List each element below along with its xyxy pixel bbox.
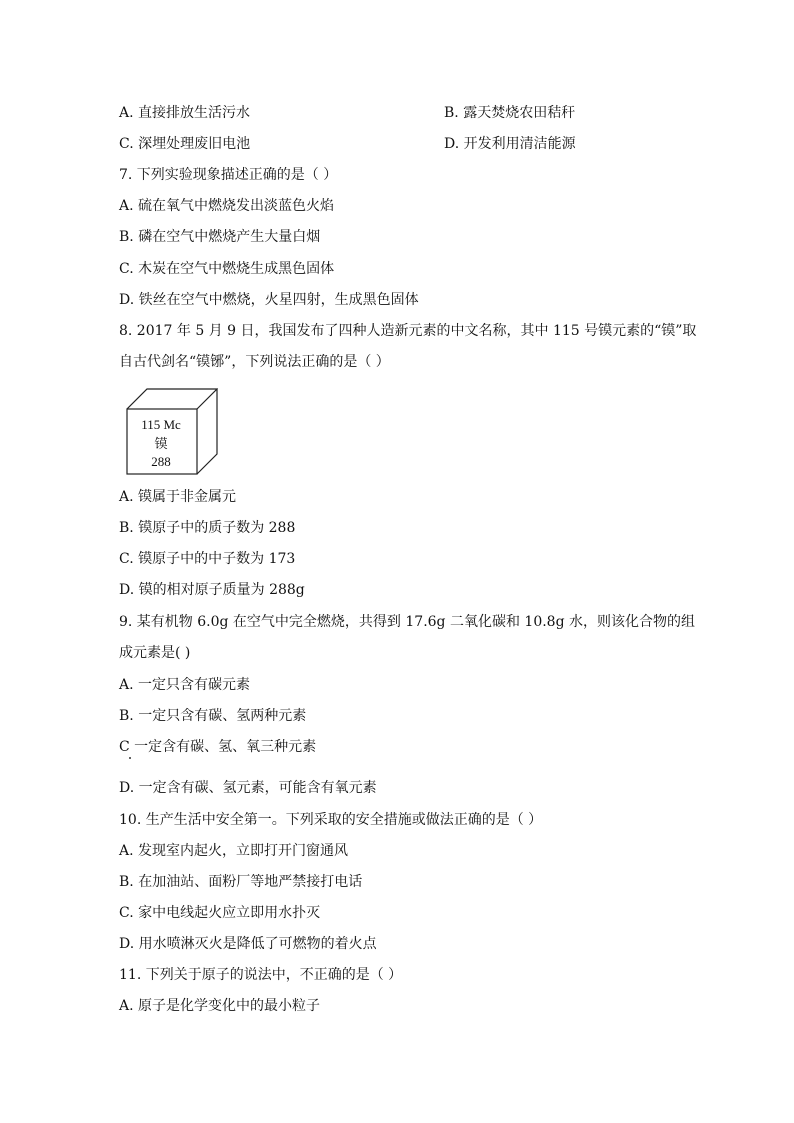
q8-option-a: A. 镆属于非金属元	[119, 489, 237, 505]
q6-option-b: B. 露天焚烧农田秸秆	[444, 105, 576, 121]
q9-option-c: C 一定含有碳、氢、氧三种元素	[119, 739, 317, 755]
q10-stem: 10. 生产生活中安全第一。下列采取的安全措施或做法正确的是（ ）	[119, 812, 543, 828]
q7-stem: 7. 下列实验现象描述正确的是（ ）	[119, 167, 338, 183]
q10-option-b: B. 在加油站、面粉厂等地严禁接打电话	[119, 874, 363, 890]
q7-option-b: B. 磷在空气中燃烧产生大量白烟	[119, 229, 321, 245]
q8-stem-line1: 8. 2017 年 5 月 9 日，我国发布了四种人造新元素的中文名称，其中 115 号镆元素的“镆”取	[119, 323, 697, 339]
q11-option-a: A. 原子是化学变化中的最小粒子	[119, 998, 321, 1014]
q9-stem-line2: 成元素是( )	[119, 645, 191, 661]
q11-stem: 11. 下列关于原子的说法中，不正确的是（ ）	[119, 967, 403, 983]
stray-dot	[129, 757, 131, 759]
q9-option-d: D. 一定含有碳、氢元素，可能含有氧元素	[119, 780, 377, 796]
q10-option-a: A. 发现室内起火，立即打开门窗通风	[119, 843, 349, 859]
q10-option-d: D. 用水喷淋灭火是降低了可燃物的着火点	[119, 936, 377, 952]
q6-option-a: A. 直接排放生活污水	[119, 105, 251, 121]
element-number-symbol: 115 Mc	[141, 417, 181, 432]
q8-option-c: C. 镆原子中的中子数为 173	[119, 551, 296, 567]
q6-option-d: D. 开发利用清洁能源	[444, 136, 576, 152]
q9-option-a: A. 一定只含有碳元素	[119, 677, 251, 693]
element-card-mc	[126, 388, 218, 476]
q6-option-c: C. 深埋处理废旧电池	[119, 136, 251, 152]
q8-stem-line2: 自古代剑名“镆铘”，下列说法正确的是（ ）	[119, 354, 390, 370]
q7-option-c: C. 木炭在空气中燃烧生成黑色固体	[119, 261, 335, 277]
q9-option-b: B. 一定只含有碳、氢两种元素	[119, 708, 307, 724]
q8-option-b: B. 镆原子中的质子数为 288	[119, 520, 296, 536]
element-mass: 288	[151, 454, 171, 469]
q7-option-a: A. 硫在氧气中燃烧发出淡蓝色火焰	[119, 198, 335, 214]
q7-option-d: D. 铁丝在空气中燃烧，火星四射，生成黑色固体	[119, 292, 419, 308]
q8-option-d: D. 镆的相对原子质量为 288g	[119, 582, 305, 598]
q10-option-c: C. 家中电线起火应立即用水扑灭	[119, 905, 321, 921]
element-name: 镆	[154, 436, 168, 451]
q9-stem-line1: 9. 某有机物 6.0g 在空气中完全燃烧，共得到 17.6g 二氧化碳和 10.8g 水，则该化合物的组	[119, 614, 696, 630]
